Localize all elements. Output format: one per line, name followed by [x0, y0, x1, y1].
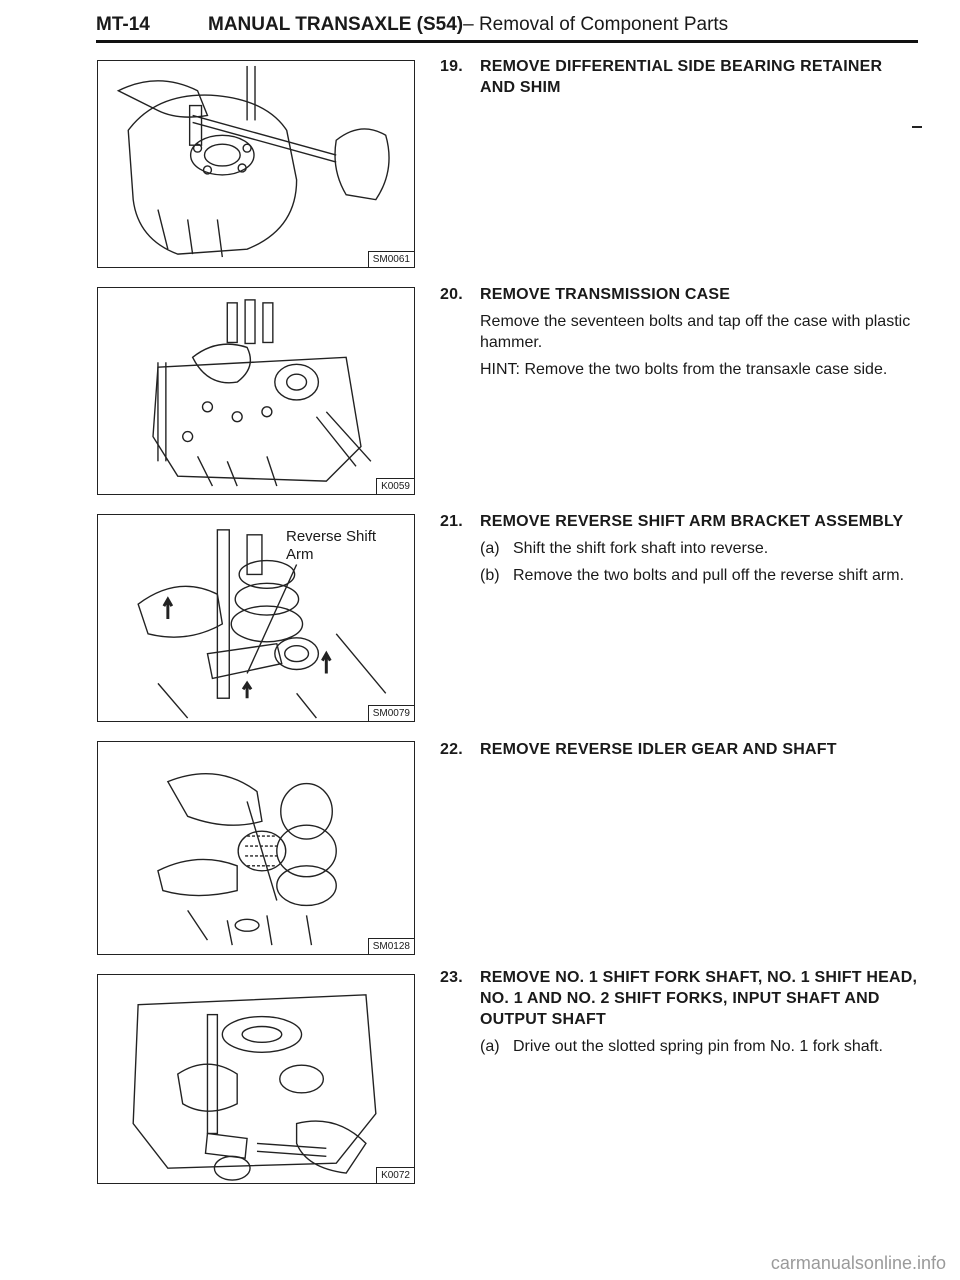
step-number: 20.: [440, 286, 463, 303]
reverse-idler-gear-illustration: [98, 742, 414, 954]
step-title: REMOVE REVERSE IDLER GEAR AND SHAFT: [480, 741, 837, 758]
sub-step-label: (a): [480, 540, 500, 557]
step-number: 19.: [440, 58, 463, 75]
figure-code: SM0079: [368, 705, 415, 722]
step-heading: [440, 967, 920, 1030]
step-heading: [440, 56, 920, 98]
sub-step-text: Drive out the slotted spring pin from No. 1 fork shaft.: [513, 1038, 883, 1055]
step-20: [440, 284, 920, 386]
sub-step-text: Shift the shift fork shaft into reverse.: [513, 540, 769, 557]
sub-step-text: Remove the two bolts and pull off the reverse shift arm.: [513, 567, 905, 584]
callout-line-1: Reverse Shift: [286, 528, 377, 545]
step-number: 23.: [440, 969, 463, 986]
step-title: REMOVE REVERSE SHIFT ARM BRACKET ASSEMBLY: [480, 513, 904, 530]
margin-dash: [912, 126, 922, 128]
page-header: [96, 10, 918, 43]
figure-bearing-retainer: [97, 60, 415, 268]
figure-reverse-idler-gear: [97, 741, 415, 955]
step-title: REMOVE DIFFERENTIAL SIDE BEARING RETAINER AND SHIM: [480, 58, 883, 96]
step-23: [440, 967, 920, 1063]
figure-reverse-shift-arm: [97, 514, 415, 722]
figure-transmission-case: [97, 287, 415, 495]
step-title: REMOVE TRANSMISSION CASE: [480, 286, 731, 303]
figure-shift-fork-shaft: [97, 974, 415, 1184]
step-title: REMOVE NO. 1 SHIFT FORK SHAFT, NO. 1 SHIFT HEAD, NO. 1 AND NO. 2 SHIFT FORKS, INPUT SHAFT AND OUTPUT SHAFT: [480, 969, 918, 1028]
figure-code: K0059: [376, 478, 415, 495]
step-heading: [440, 284, 920, 305]
callout-line-2: Arm: [286, 546, 314, 563]
step-body: [480, 1036, 920, 1057]
step-number: 22.: [440, 741, 463, 758]
step-number: 21.: [440, 513, 463, 530]
bearing-retainer-illustration: [98, 61, 414, 267]
shift-fork-shaft-illustration: [98, 975, 414, 1183]
sub-step-label: (a): [480, 1038, 500, 1055]
figure-code: SM0128: [368, 938, 415, 955]
step-22: [440, 739, 920, 760]
section-title: MANUAL TRANSAXLE (S54): [208, 14, 464, 35]
step-body: [480, 538, 920, 586]
sub-step-label: (b): [480, 567, 500, 584]
step-heading: [440, 511, 920, 532]
watermark: carmanualsonline.info: [770, 1253, 946, 1273]
step-21: [440, 511, 920, 592]
page-number: MT-14: [96, 14, 150, 35]
sub-step-a: [480, 1036, 920, 1057]
step-hint: HINT: Remove the two bolts from the transaxle case side.: [480, 361, 888, 378]
step-19: [440, 56, 920, 98]
step-instruction: Remove the seventeen bolts and tap off the case with plastic hammer.: [480, 313, 911, 351]
sub-step-b: [480, 565, 920, 586]
step-body: [480, 311, 920, 380]
sub-step-a: [480, 538, 920, 559]
section-subtitle: – Removal of Component Parts: [463, 14, 729, 35]
figure-code: SM0061: [368, 251, 415, 268]
callout-label-reverse-shift-arm: [286, 528, 376, 564]
figure-code: K0072: [376, 1167, 415, 1184]
step-heading: [440, 739, 920, 760]
transmission-case-illustration: [98, 288, 414, 494]
